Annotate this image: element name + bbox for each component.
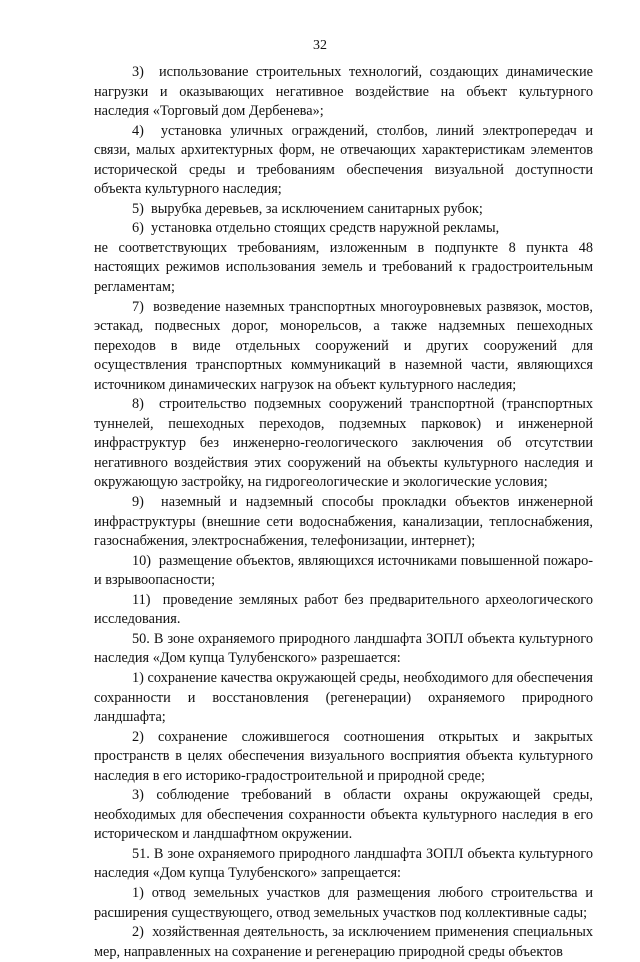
- paragraph-item-6: 6) установка отдельно стоящих средств наружной рекламы,: [132, 220, 500, 237]
- paragraph-item-6-continuation: не соответствующих требованиям, изложенным в подпункте 8 пункта 48 настоящих режимов использования земель и требований к градостроительным регламентам;: [94, 239, 593, 296]
- page-number: 32: [313, 38, 327, 53]
- paragraph-clause-50: 50. В зоне охраняемого природного ландшафта ЗОПЛ объекта культурного наследия «Дом купца Тулубенского» разрешается:: [94, 630, 593, 667]
- paragraph-clause-51-item-1: 1) отвод земельных участков для размещения любого строительства и расширения существующего, отвод земельных участков под коллективные сады;: [94, 884, 593, 921]
- paragraph-item-10: 10) размещение объектов, являющихся источниками повышенной пожаро- и взрывоопасности;: [94, 552, 593, 589]
- paragraph-item-5: 5) вырубка деревьев, за исключением санитарных рубок;: [132, 200, 483, 217]
- paragraph-item-9: 9) наземный и надземный способы прокладки объектов инженерной инфраструктуры (внешние сети водоснабжения, канализации, теплоснабжения, газоснабжения, электроснабжения, телефонизации, интернет);: [94, 494, 593, 550]
- paragraph-clause-50-item-1: 1) сохранение качества окружающей среды, необходимого для обеспечения сохранности и восстановления (регенерации) охраняемого природного ландшафта;: [94, 669, 593, 726]
- paragraph-item-4: 4) установка уличных ограждений, столбов, линий электропередач и связи, малых архитектурных форм, не отвечающих характеристикам элементов исторической среды и требованиям обеспечения визуальной доступности объекта культурного наследия;: [94, 122, 593, 198]
- paragraph-item-7: 7) возведение наземных транспортных многоуровневых развязок, мостов, эстакад, подвесных дорог, монорельсов, а также надземных пешеходных переходов в виде отдельных сооружений и других сооружений для осуществления транспортных коммуникаций в наземной части, являющихся источником динамических нагрузок на объект культурного наследия;: [94, 298, 593, 393]
- paragraph-item-8: 8) строительство подземных сооружений транспортной (транспортных туннелей, пешеходных переходов, подземных парковок) и инженерной инфраструктур без инженерно-геологического заключения об отсутствии негативного воздействия этих сооружений на объекты культурного наследия и окружающую застройку, на гидрогеологические и экологические условия;: [94, 396, 593, 491]
- paragraph-clause-50-item-3: 3) соблюдение требований в области охраны окружающей среды, необходимых для обеспечения сохранности объекта культурного наследия в его историческом и ландшафтном окружении.: [94, 787, 593, 843]
- page-body-text: [94, 63, 593, 962]
- paragraph-item-11: 11) проведение земляных работ без предварительного археологического исследования.: [94, 591, 593, 628]
- paragraph-item-3: 3) использование строительных технологий, создающих динамические нагрузки и оказывающих негативное воздействие на объект культурного наследия «Торговый дом Дербенева»;: [94, 64, 593, 120]
- paragraph-clause-51: 51. В зоне охраняемого природного ландшафта ЗОПЛ объекта культурного наследия «Дом купца Тулубенского» запрещается:: [94, 845, 593, 882]
- paragraph-clause-51-item-2: 2) хозяйственная деятельность, за исключением применения специальных мер, направленных на сохранение и регенерацию природной среды объектов: [94, 924, 593, 960]
- paragraph-clause-50-item-2: 2) сохранение сложившегося соотношения открытых и закрытых пространств в целях обеспечения визуального восприятия объекта культурного наследия в его историко-градостроительной и природной среде;: [94, 728, 593, 784]
